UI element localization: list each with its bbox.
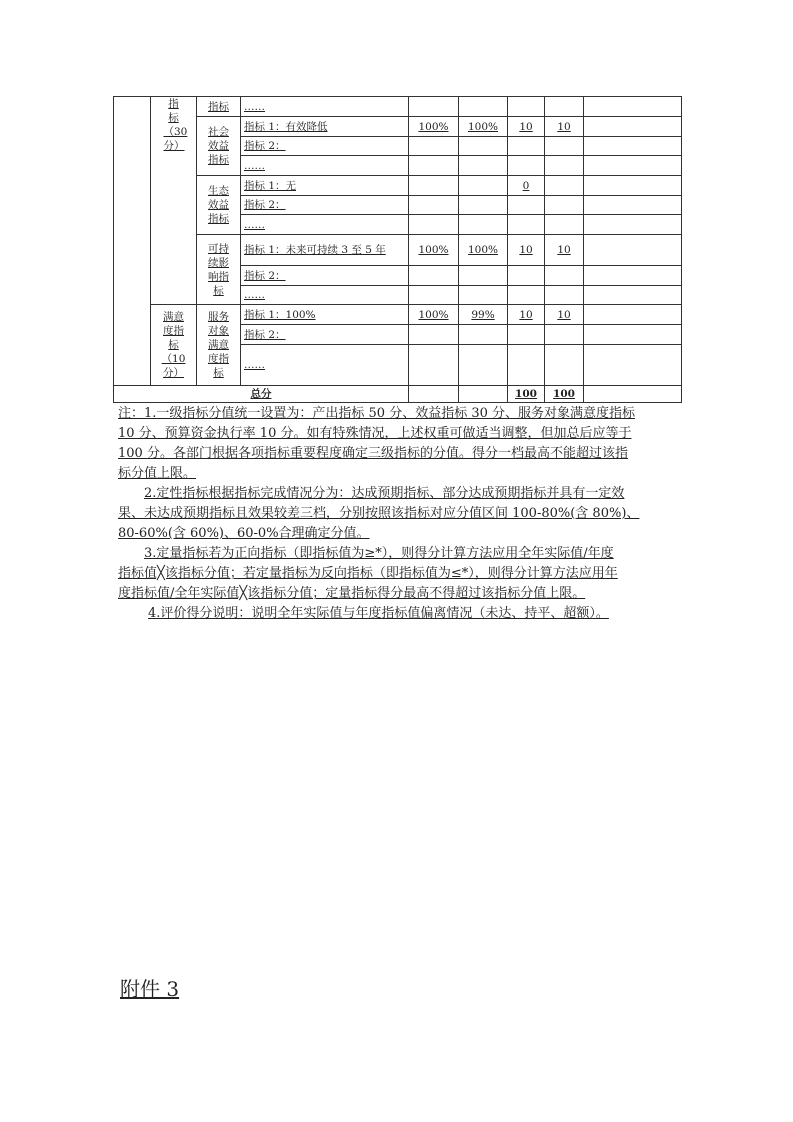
level3-cell: 指标 <box>197 97 241 117</box>
cell-line: 响指 <box>208 270 229 283</box>
total-score-d: 100 <box>545 386 584 403</box>
indicator-value-c <box>508 215 545 235</box>
cell-line: 度指 <box>163 325 184 337</box>
indicator-value-d <box>545 156 584 176</box>
indicator-value-a <box>409 266 459 286</box>
indicator-value-c: 10 <box>508 235 545 266</box>
indicator-value-c: 10 <box>508 305 545 325</box>
total-empty <box>459 386 508 403</box>
total-score-c: 100 <box>508 386 545 403</box>
remark-cell <box>584 235 682 266</box>
indicator-value-c <box>508 196 545 215</box>
indicator-name: …… <box>241 345 409 386</box>
indicator-name: 指标 1：有效降低 <box>241 117 409 137</box>
note-line: 10 分、预算资金执行率 10 分。如有特殊情况，上述权重可做适当调整，但加总后应等于 <box>118 426 632 441</box>
remark-cell <box>584 97 682 117</box>
table-row <box>114 305 682 325</box>
indicator-name: …… <box>241 97 409 117</box>
level2-benefit-cell <box>151 97 197 305</box>
indicator-name: 指标 2： <box>241 266 409 286</box>
indicator-name: 指标 1：无 <box>241 176 409 196</box>
indicator-value-b: 100% <box>459 117 508 137</box>
note-line: 度指标值/全年实际值╳该指标分值；定量指标得分最高不得超过该指标分值上限。 <box>118 586 586 601</box>
indicator-name: 指标 2： <box>241 196 409 215</box>
indicator-value-b <box>459 176 508 196</box>
note-line: 2.定性指标根据指标完成情况分为：达成预期指标、部分达成预期指标并具有一定效 <box>144 486 625 501</box>
level3-social-cell <box>197 117 241 176</box>
indicator-value-c: 10 <box>508 117 545 137</box>
indicator-value-d <box>545 215 584 235</box>
indicator-name: 指标 1：未来可持续 3 至 5 年 <box>241 235 409 266</box>
indicator-value-d <box>545 137 584 156</box>
indicator-name: …… <box>241 156 409 176</box>
indicator-value-d <box>545 176 584 196</box>
indicator-value-a <box>409 156 459 176</box>
indicator-value-d <box>545 266 584 286</box>
note-line: 4.评价得分说明：说明全年实际值与年度指标值偏离情况（未达、持平、超额）。 <box>148 606 609 621</box>
cell-line: 标 <box>213 284 224 297</box>
cell-line: 效益 <box>208 199 229 211</box>
indicator-value-b: 99% <box>459 305 508 325</box>
note-line: 3.定量指标若为正向指标（即指标值为≥*），则得分计算方法应用全年实际值/年度 <box>144 546 614 561</box>
note-line: 注：1.一级指标分值统一设置为：产出指标 50 分、效益指标 30 分、服务对象满意度指标 <box>118 406 636 421</box>
indicator-value-c <box>508 97 545 117</box>
note-line: 果、未达成预期指标且效果较差三档，分别按照该指标对应分值区间 100-80%(含 80%)、 <box>118 506 640 521</box>
level3-sustain-cell <box>197 235 241 305</box>
indicator-value-d <box>545 286 584 305</box>
cell-line: 分） <box>163 367 184 379</box>
remark-cell <box>584 196 682 215</box>
cell-line: 满意 <box>208 339 229 351</box>
remark-cell <box>584 286 682 305</box>
remark-cell <box>584 156 682 176</box>
indicator-value-b <box>459 325 508 345</box>
total-empty <box>409 386 459 403</box>
indicator-value-c <box>508 266 545 286</box>
cell-line: 续影 <box>208 256 229 269</box>
indicator-name: …… <box>241 286 409 305</box>
remark-cell <box>584 215 682 235</box>
table-row <box>114 97 682 117</box>
cell-line: 生态 <box>208 185 229 197</box>
indicator-value-a <box>409 137 459 156</box>
total-remark <box>584 386 682 403</box>
notes <box>118 404 683 624</box>
indicator-value-c <box>508 137 545 156</box>
indicator-value-a: 100% <box>409 305 459 325</box>
indicator-name: …… <box>241 215 409 235</box>
indicator-name: 指标 1：100% <box>241 305 409 325</box>
level2-benefit-label: 指标（30分） <box>163 98 188 152</box>
level1-cell <box>114 97 151 386</box>
note-line: 标分值上限。 <box>118 466 197 481</box>
indicator-value-c <box>508 345 545 386</box>
indicator-value-b <box>459 196 508 215</box>
indicator-value-a <box>409 345 459 386</box>
cell-line: 效益 <box>208 140 229 152</box>
indicator-value-d: 10 <box>545 235 584 266</box>
indicator-value-c <box>508 286 545 305</box>
indicator-value-c: 0 <box>508 176 545 196</box>
cell-line: 标 <box>213 367 224 379</box>
indicator-value-a <box>409 286 459 305</box>
level3-eco-cell <box>197 176 241 235</box>
indicator-value-d <box>545 325 584 345</box>
indicator-value-b <box>459 97 508 117</box>
note-line: 100 分。各部门根据各项指标重要程度确定三级指标的分值。得分一档最高不能超过该指 <box>118 446 628 461</box>
table-row <box>114 117 682 137</box>
cell-line: 可持 <box>208 242 229 255</box>
attachment-title: 附件 3 <box>120 977 180 1001</box>
level2-satisfaction-cell <box>151 305 197 386</box>
indicator-value-c <box>508 325 545 345</box>
indicator-value-d <box>545 345 584 386</box>
cell-line: 标 <box>168 339 179 351</box>
cell-line: 满意 <box>163 311 184 323</box>
remark-cell <box>584 266 682 286</box>
indicator-value-a <box>409 97 459 117</box>
indicator-value-d <box>545 196 584 215</box>
remark-cell <box>584 345 682 386</box>
indicator-value-a <box>409 196 459 215</box>
indicator-value-b <box>459 266 508 286</box>
cell-line: 对象 <box>208 325 229 337</box>
indicator-value-a: 100% <box>409 235 459 266</box>
cell-line: 社会 <box>208 126 229 138</box>
table-row <box>114 176 682 196</box>
cell-line: （10 <box>161 353 186 365</box>
cell-line: 度指 <box>208 353 229 365</box>
indicator-value-a <box>409 325 459 345</box>
indicator-value-b <box>459 137 508 156</box>
indicator-value-b <box>459 215 508 235</box>
total-label: 总分 <box>114 386 409 403</box>
indicator-value-c <box>508 156 545 176</box>
remark-cell <box>584 137 682 156</box>
indicator-value-b <box>459 345 508 386</box>
performance-indicator-table <box>113 96 682 403</box>
indicator-value-d: 10 <box>545 305 584 325</box>
remark-cell <box>584 325 682 345</box>
indicator-name: 指标 2： <box>241 325 409 345</box>
indicator-value-a: 100% <box>409 117 459 137</box>
indicator-value-b <box>459 286 508 305</box>
cell-line: 指标 <box>208 213 229 225</box>
indicator-value-d: 10 <box>545 117 584 137</box>
table-row <box>114 235 682 266</box>
cell-line: 服务 <box>208 311 229 323</box>
level3-service-cell <box>197 305 241 386</box>
total-row <box>114 386 682 403</box>
remark-cell <box>584 117 682 137</box>
note-line: 80-60%(含 60%)、60-0%合理确定分值。 <box>118 526 370 541</box>
indicator-value-d <box>545 97 584 117</box>
remark-cell <box>584 176 682 196</box>
cell-line: 指标 <box>208 154 229 166</box>
note-line: 指标值╳该指标分值；若定量指标为反向指标（即指标值为≤*），则得分计算方法应用年 <box>118 566 618 581</box>
remark-cell <box>584 305 682 325</box>
indicator-value-a <box>409 176 459 196</box>
indicator-value-a <box>409 215 459 235</box>
indicator-name: 指标 2： <box>241 137 409 156</box>
indicator-value-b: 100% <box>459 235 508 266</box>
indicator-value-b <box>459 156 508 176</box>
